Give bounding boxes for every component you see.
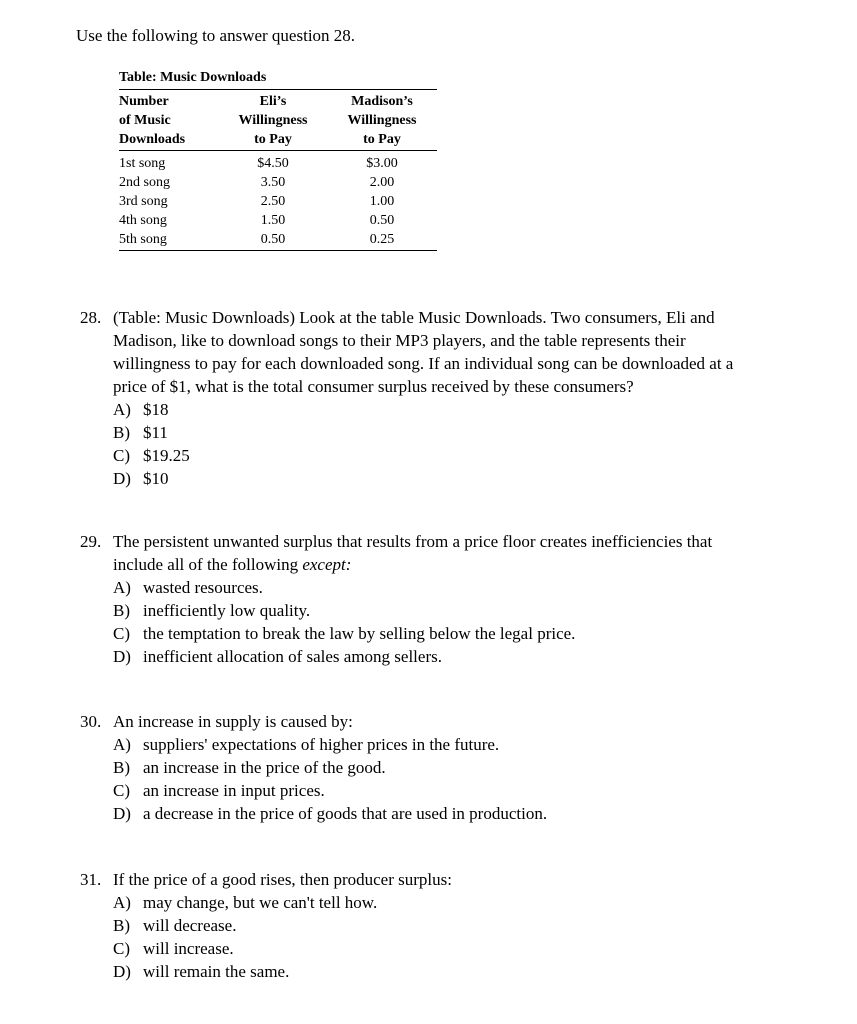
table-cell: 3.50 xyxy=(260,175,286,190)
answer-option-d: D) inefficient allocation of sales among sellers. xyxy=(113,647,442,666)
table-row xyxy=(119,230,437,251)
header-madison-willingness: Madison’s Willingness to Pay xyxy=(327,90,437,151)
table-header-row xyxy=(119,90,437,151)
question-number: 29. xyxy=(80,532,102,551)
table-cell: 2.50 xyxy=(260,194,286,209)
answer-option-d: D) $10 xyxy=(113,469,169,488)
question-30 xyxy=(80,710,773,825)
answer-option-b: B) $11 xyxy=(113,423,168,442)
answer-option-d: D) will remain the same. xyxy=(113,962,290,981)
music-downloads-table xyxy=(119,70,437,251)
answer-option-b: B) an increase in the price of the good. xyxy=(113,758,386,777)
question-stem: An increase in supply is caused by: xyxy=(113,712,353,731)
answer-option-d: D) a decrease in the price of goods that are used in production. xyxy=(113,804,548,823)
table-row xyxy=(119,211,437,230)
header-number-of-downloads: Number of Music Downloads xyxy=(119,90,219,151)
table-cell: 2.00 xyxy=(369,175,395,190)
header-eli-willingness: Eli’s Willingness to Pay xyxy=(219,90,327,151)
answer-option-c: C) an increase in input prices. xyxy=(113,781,325,800)
table-cell: $3.00 xyxy=(366,156,398,171)
question-stem: If the price of a good rises, then producer surplus: xyxy=(113,870,452,889)
answer-option-a: A) may change, but we can't tell how. xyxy=(113,893,378,912)
question-number: 30. xyxy=(80,712,102,731)
answer-option-c: C) $19.25 xyxy=(113,446,190,465)
table-cell: 4th song xyxy=(119,213,167,228)
question-31 xyxy=(80,868,773,983)
table-cell: 1.00 xyxy=(369,194,395,209)
table-title: Table: Music Downloads xyxy=(119,70,437,90)
table-row xyxy=(119,173,437,192)
table-cell: 1.50 xyxy=(260,213,286,228)
question-number: 28. xyxy=(80,308,102,327)
answer-option-c: C) will increase. xyxy=(113,939,234,958)
table-cell: $4.50 xyxy=(257,156,289,171)
table-cell: 1st song xyxy=(119,156,166,171)
intro-text: Use the following to answer question 28. xyxy=(76,26,356,45)
table-cell: 0.25 xyxy=(327,230,437,251)
table-row xyxy=(119,151,437,174)
question-number: 31. xyxy=(80,870,102,889)
table-cell: 0.50 xyxy=(369,213,395,228)
answer-option-b: B) inefficiently low quality. xyxy=(113,601,311,620)
question-stem: The persistent unwanted surplus that results from a price floor creates inefficiencies that include all of the following except: xyxy=(113,532,713,574)
table-row xyxy=(119,192,437,211)
table-cell: 2nd song xyxy=(119,175,170,190)
question-stem: (Table: Music Downloads) Look at the table Music Downloads. Two consumers, Eli and Madison, like to download songs to their MP3 players, and the table represents their willingness to pay for each downloaded song. If an individual song can be downloaded at a price of $1, what is the total consumer surplus received by these consumers? xyxy=(113,308,734,396)
answer-option-a: A) $18 xyxy=(113,400,169,419)
answer-option-a: A) wasted resources. xyxy=(113,578,263,597)
answer-option-a: A) suppliers' expectations of higher prices in the future. xyxy=(113,735,500,754)
table-cell: 0.50 xyxy=(219,230,327,251)
answer-option-c: C) the temptation to break the law by selling below the legal price. xyxy=(113,624,576,643)
emphasis-except: except: xyxy=(302,555,352,574)
question-29 xyxy=(80,530,773,668)
question-28 xyxy=(80,306,773,490)
answer-option-b: B) will decrease. xyxy=(113,916,237,935)
table-cell: 5th song xyxy=(119,230,219,251)
table-cell: 3rd song xyxy=(119,194,168,209)
